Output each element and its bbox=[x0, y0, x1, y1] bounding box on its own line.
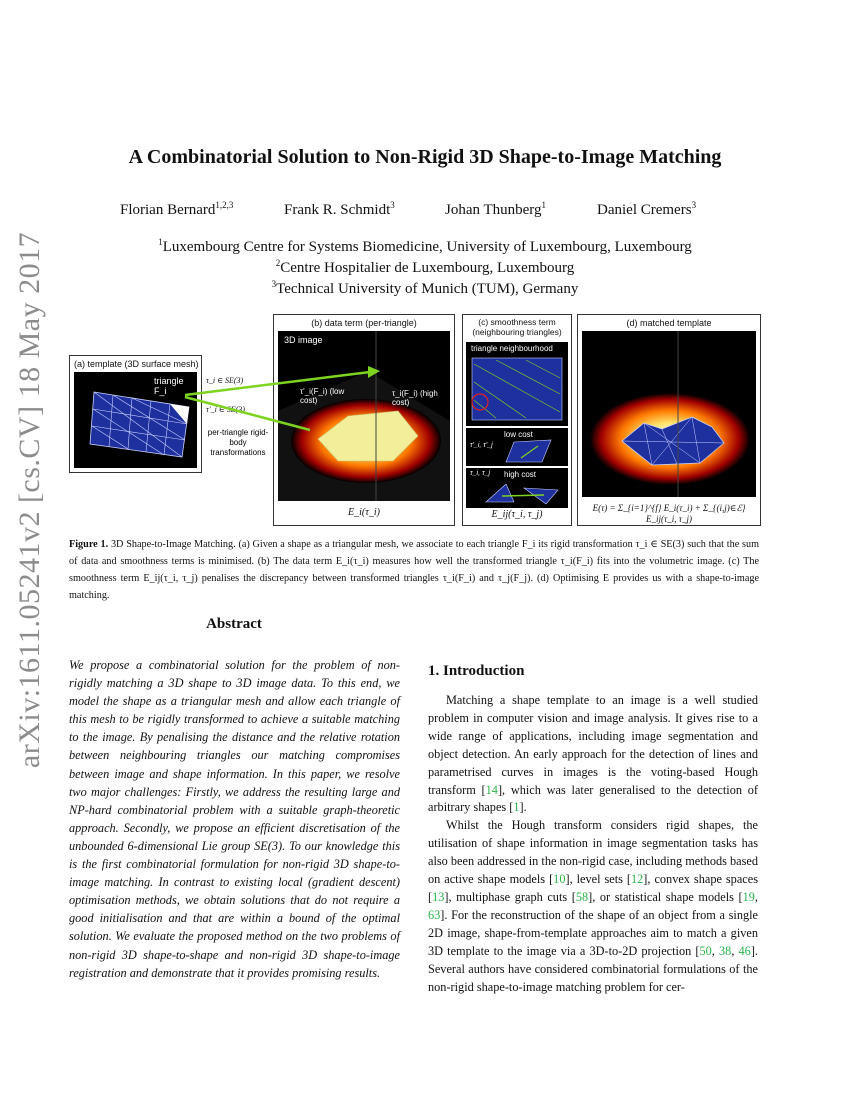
arxiv-stamp-text: arXiv:1611.05241v2 [cs.CV] 18 May 2017 bbox=[13, 231, 46, 769]
tau-pair-1: τ'_i, τ'_j bbox=[470, 442, 493, 449]
image3d-label: 3D image bbox=[284, 335, 323, 345]
paragraph-text: ]. For the reconstruction of the shape of an object from a single 2D image, shape-from-template approaches aim to match a given 3D template to the image via a 3D-to-2D projection [ bbox=[428, 907, 758, 958]
intro-paragraph-1 bbox=[428, 692, 758, 817]
low-cost-b-label: τ'_i(F_i) (low cost) bbox=[300, 387, 345, 405]
paragraph-text: ], which was later generalised to the detection of arbitrary shapes [ bbox=[428, 782, 758, 815]
citation-link[interactable]: 63 bbox=[428, 907, 441, 922]
abstract-body: We propose a combinatorial solution for the problem of non-rigidly matching a 3D shape to 3D image data. To this end, we model the shape as a triangular mesh and allow each triangle of this mesh to be rigidly transformed to achieve a suitable matching to the image. By penalising the distance and the relative rotation between neighbouring triangles our matching compromises between image and shape information. In this paper, we resolve two major challenges: Firstly, we address the resulting large and NP-hard combinatorial problem with a suitable graph-theoretic approach. Secondly, we propose an efficient discretisation of the unbounded 6-dimensional Lie group SE(3). To our knowledge this is the first combinatorial formulation for non-rigid 3D shape-to-image matching. In contrast to existing local (gradient descent) optimisation methods, we obtain solutions that do not require a good initialisation and that are within a bound of the optimal solution. We evaluate the proposed method on the two problems of non-rigid 3D shape-to-shape and non-rigid 3D shape-to-image registration and demonstrate that it provides promising results. bbox=[69, 658, 400, 980]
neighbourhood-label: triangle neighbourhood bbox=[471, 344, 553, 353]
author-2: Frank R. Schmidt$^3$ bbox=[284, 200, 395, 218]
panel-a-label: (a) template (3D surface mesh) bbox=[74, 359, 199, 369]
panel-b-label: (b) data term (per-triangle) bbox=[311, 318, 417, 328]
per-triangle-label: per-triangle rigid-body transformations bbox=[207, 428, 269, 457]
paragraph-text: ]. Several authors have considered combinatorial formulations of the non-rigid shape-to-image matching problem for cer- bbox=[428, 943, 758, 994]
author-1: Florian Bernard$^{1,2,3}$ bbox=[120, 200, 234, 218]
citation-link[interactable]: 13 bbox=[432, 889, 445, 904]
tau-pair-2: τ_i, τ_j bbox=[470, 470, 491, 477]
paragraph-text: ], convex shape spaces [ bbox=[428, 872, 758, 904]
matched-volume bbox=[582, 331, 756, 497]
tau-label-1: τ_i ∈ SE(3) bbox=[206, 376, 244, 385]
matched-canvas bbox=[582, 331, 756, 497]
data-term-formula: E_i(τ_i) bbox=[348, 507, 380, 518]
high-cost-c-label: high cost bbox=[504, 470, 537, 479]
energy-formula: E(τ) = Σ_{i=1}^{f} E_i(τ_i) + Σ_{(i,j)∈ℰ} E_ij(τ_i, τ_j) bbox=[592, 503, 746, 524]
author-4: Daniel Cremers$^3$ bbox=[597, 200, 697, 218]
paragraph-text: , bbox=[711, 943, 720, 958]
paragraph-text: , bbox=[731, 943, 739, 958]
panel-d-label: (d) matched template bbox=[626, 318, 712, 328]
citation-link[interactable]: 12 bbox=[631, 872, 644, 887]
citation-link[interactable]: 14 bbox=[485, 782, 498, 797]
paragraph-text: ], level sets [ bbox=[565, 872, 631, 887]
low-cost-canvas bbox=[466, 428, 568, 466]
neighbourhood-canvas bbox=[466, 342, 568, 426]
citation-link[interactable]: 58 bbox=[575, 889, 589, 904]
caption-text: 3D Shape-to-Image Matching. (a) Given a shape as a triangular mesh, we associate to each triangle F_i its rigid transformation τ_i ∈ SE(3) such that the sum of data and smoothness terms is minimised. (b) The data term E_i(τ_i) measures how well the transformed triangle τ_i(F_i) fits into the volumetric image. (c) The smoothness term E_ij(τ_i, τ_j) penalises the discrepancy between transformed triangles τ_i(F_i) and τ_j(F_j). (d) Optimising E provides us with a shape-to-image matching. bbox=[69, 539, 759, 601]
paragraph-text: ]. bbox=[519, 800, 527, 815]
triangle-label: triangle F_i bbox=[154, 376, 184, 396]
paper-title: A Combinatorial Solution to Non-Rigid 3D Shape-to-Image Matching bbox=[128, 146, 722, 168]
neighbourhood-mesh bbox=[466, 342, 568, 426]
paragraph-text: ], multiphase graph cuts [ bbox=[444, 889, 576, 904]
panel-smoothness-term bbox=[462, 314, 572, 526]
abstract-heading: Abstract bbox=[206, 616, 262, 632]
high-cost-b-label: τ_i(F_i) (high cost) bbox=[392, 389, 438, 407]
low-cost-c-label: low cost bbox=[504, 430, 533, 439]
caption-label: Figure 1. bbox=[69, 539, 109, 550]
affiliation-2: $^2$Centre Hospitalier de Luxembourg, Luxembourg bbox=[275, 258, 575, 276]
intro-heading: 1. Introduction bbox=[428, 663, 525, 679]
paragraph-text: , bbox=[754, 889, 758, 904]
paragraph-text: ], or statistical shape models [ bbox=[588, 889, 743, 904]
affiliation-1: $^1$Luxembourg Centre for Systems Biomedicine, University of Luxembourg, Luxembourg bbox=[158, 237, 692, 255]
citation-link[interactable]: 19 bbox=[742, 889, 755, 904]
intro-body bbox=[428, 692, 758, 996]
citation-link[interactable]: 10 bbox=[553, 872, 566, 887]
figure-caption bbox=[69, 536, 759, 604]
arxiv-stamp bbox=[0, 231, 61, 769]
template-canvas bbox=[74, 372, 197, 468]
high-cost-canvas bbox=[466, 468, 568, 508]
citation-link[interactable]: 38 bbox=[719, 943, 732, 958]
tau-label-2: τ'_i ∈ SE(3) bbox=[206, 405, 245, 414]
paragraph-text: Matching a shape template to an image is a well studied problem in computer vision and image analysis. It gives rise to a wide range of applications, including image segmentation and object detection. An early approach for the detection of lines and parametrised curves in images is the voting-based Hough transform [ bbox=[428, 693, 758, 797]
intro-paragraph-2 bbox=[428, 817, 758, 996]
citation-link[interactable]: 50 bbox=[699, 943, 712, 958]
transform-arrows bbox=[180, 360, 380, 440]
affiliation-3: $^3$Technical University of Munich (TUM), Germany bbox=[271, 279, 579, 297]
smoothness-formula: E_ij(τ_i, τ_j) bbox=[491, 509, 543, 520]
citation-link[interactable]: 1 bbox=[513, 800, 520, 815]
panel-c-label: (c) smoothness term (neighbouring triangles) bbox=[472, 317, 562, 337]
panel-matched-template bbox=[577, 314, 761, 526]
paragraph-text: Whilst the Hough transform considers rigid shapes, the utilisation of shape information in image segmentation tasks has also been addressed in the non-rigid case, including methods based on active shape models [ bbox=[428, 818, 758, 887]
author-3: Johan Thunberg$^1$ bbox=[445, 200, 547, 218]
citation-link[interactable]: 46 bbox=[738, 943, 751, 958]
